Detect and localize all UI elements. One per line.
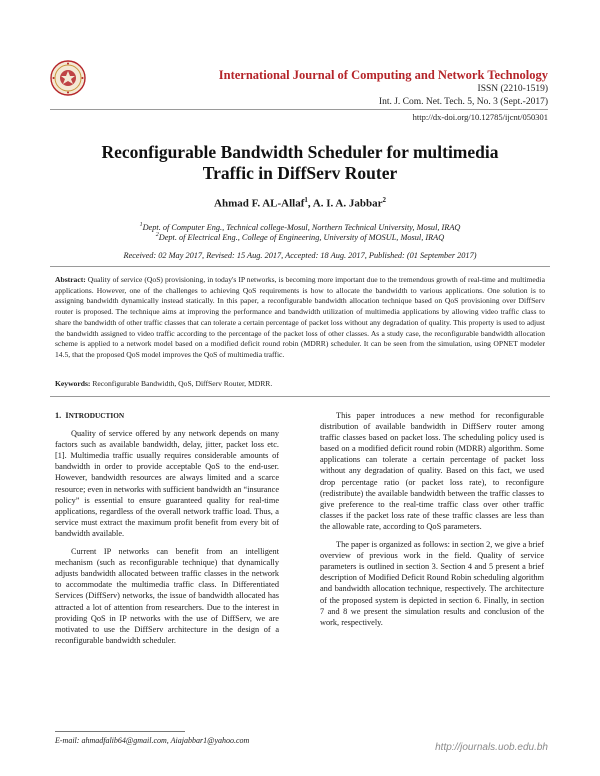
author-2: A. I. A. Jabbar xyxy=(312,197,383,210)
paper-title xyxy=(60,142,540,184)
keywords-label: Keywords: xyxy=(55,379,91,388)
journal-title: International Journal of Computing and Network Technology xyxy=(218,68,548,82)
authors xyxy=(60,196,540,210)
author-1: Ahmad F. AL-Allaf xyxy=(214,197,305,210)
keywords-text: Reconfigurable Bandwidth, QoS, DiffServ Router, MDRR. xyxy=(90,379,273,388)
affiliation-2-text: Dept. of Electrical Eng., College of Engineering, University of MOSUL, Mosul, IRAQ xyxy=(158,232,445,242)
body-paragraph: Quality of service offered by any network depends on many factors such as available bandwidth, delay, jitter, packet loss etc.[1]. Multimedia traffic usually requires considerable amounts of bandwidth in order to provide acceptable QoS to the end-user. However, bandwidth resources are always limited and a scarce resource; even in networks with sufficient bandwidth an “insurance policy” is essential to ensure guaranteed quality for real-time applications, regardless of the overall network traffic load. Thus, a service must extract the maximum profit benefit from every bit of bandwidth available. xyxy=(55,429,279,538)
affiliation-1-mark: 1 xyxy=(139,222,143,228)
affiliation-2-mark: 2 xyxy=(155,232,159,238)
abstract-top-divider xyxy=(50,266,550,267)
left-column xyxy=(55,410,279,653)
section-title-rest: NTRODUCTION xyxy=(68,411,125,420)
keywords xyxy=(55,379,545,388)
journal-citation: Int. J. Com. Net. Tech. 5, No. 3 (Sept.-2017) xyxy=(378,97,548,107)
section-heading-introduction xyxy=(55,410,279,421)
body-paragraph: This paper introduces a new method for reconfigurable distribution of available bandwidth in DiffServ router among traffic classes based on packet loss. The scheduling policy used is based on a modified deficit round robin (MDRR) algorithm. Some applications can tolerate a certain percentage of packet loss without any degradation of quality. Based on this fact, we used drop percentage ratio (or packet loss rate), to reconfigure (redistribute) the available bandwidth between the traffic classes to give preference to the real-time traffic class over other traffic classes if the packet loss rate of these traffic classes are less than the allowable rate, according to QoS parameters. xyxy=(320,411,544,531)
abstract-text: Quality of service (QoS) provisioning, in today's IP networks, is becoming more important due to the tremendous growth of real-time and multimedia applications. However, one of the challenges to achieving QoS requirements is how to allocate the bandwidth to various applications. One solution is to assigning bandwidth dynamically instead statically. In this paper, a reconfigurable bandwidth allocation technique based on QoS provisioning over DiffServ router is proposed. The technique aims at improving the performance and bandwidth utilization of multimedia applications by allowing video traffic class to share the bandwidth of other traffic classes that can tolerate a certain percentage of packet loss without any degradation of quality. This property is used to adjust the bandwidth assigned to video traffic according to the percentage of the packet loss of other classes. As a study case, the reconfigurable bandwidth allocation scheme is applied to a network model based on a modified deficit round robin (MDRR) scheduler. It can be seen from the simulation, using OPNET modeler 14.5, that the proposed QoS model improves the QoS of multimedia traffic. xyxy=(55,275,545,359)
body-paragraph: The paper is organized as follows: in section 2, we give a brief overview of previous work in the field. Quality of service parameters is outlined in section 3. Section 4 and 5 present a brief description of Modified Deficit Round Robin scheduling algorithm and bandwidth allocation technique, respectively. The architecture of the proposed system is depicted in section 6. Finally, in section 7 and 8 we present the simulation results and conclusion of the work, respectively. xyxy=(320,540,544,627)
section-title-initial: I xyxy=(65,411,69,420)
author-2-affil-mark: 2 xyxy=(382,196,386,204)
abstract-bottom-divider xyxy=(50,396,550,397)
university-seal-icon xyxy=(50,60,86,96)
abstract xyxy=(55,275,545,361)
author-1-affil-mark: 1 xyxy=(304,196,308,204)
body-paragraph: Current IP networks can benefit from an intelligent mechanism (such as reconfigurable technique) that dynamically adjusts bandwidth allocated between traffic classes in the network to accommodate the multimedia traffic class. In Differentiated Services (DiffServ) networks, the issue of bandwidth allocated has attracted a lot of attention from researchers. Due to the interest in providing QoS in IP networks with the use of DiffServ, we are motivated to use the DiffServ architecture in the design of a reconfigurable bandwidth scheduler. xyxy=(55,547,279,645)
footnote-divider xyxy=(55,731,185,732)
header-divider xyxy=(50,109,548,110)
affiliation-1 xyxy=(60,222,540,232)
paper-title-line-1: Reconfigurable Bandwidth Scheduler for multimedia xyxy=(101,142,499,162)
affiliation-2 xyxy=(60,232,540,242)
section-number: 1. xyxy=(55,411,62,420)
issn: ISSN (2210-1519) xyxy=(477,84,548,94)
author-separator: , xyxy=(307,197,313,210)
received-dates: Received: 02 May 2017, Revised: 15 Aug. 2017, Accepted: 18 Aug. 2017, Published: (01 September 2017) xyxy=(123,251,477,260)
abstract-label: Abstract: xyxy=(55,275,86,284)
author-emails: E-mail: ahmadfalib64@gmail.com, Aiajabbar1@yahoo.com xyxy=(55,736,250,745)
journal-url-link[interactable]: http://journals.uob.edu.bh xyxy=(435,742,548,753)
doi-link[interactable]: http://dx-doi.org/10.12785/ijcnt/050301 xyxy=(412,112,548,122)
right-column xyxy=(320,410,544,635)
affiliation-1-text: Dept. of Computer Eng., Technical college-Mosul, Northern Technical University, Mosul, IRAQ xyxy=(142,222,461,232)
paper-title-line-2: Traffic in DiffServ Router xyxy=(202,163,398,183)
